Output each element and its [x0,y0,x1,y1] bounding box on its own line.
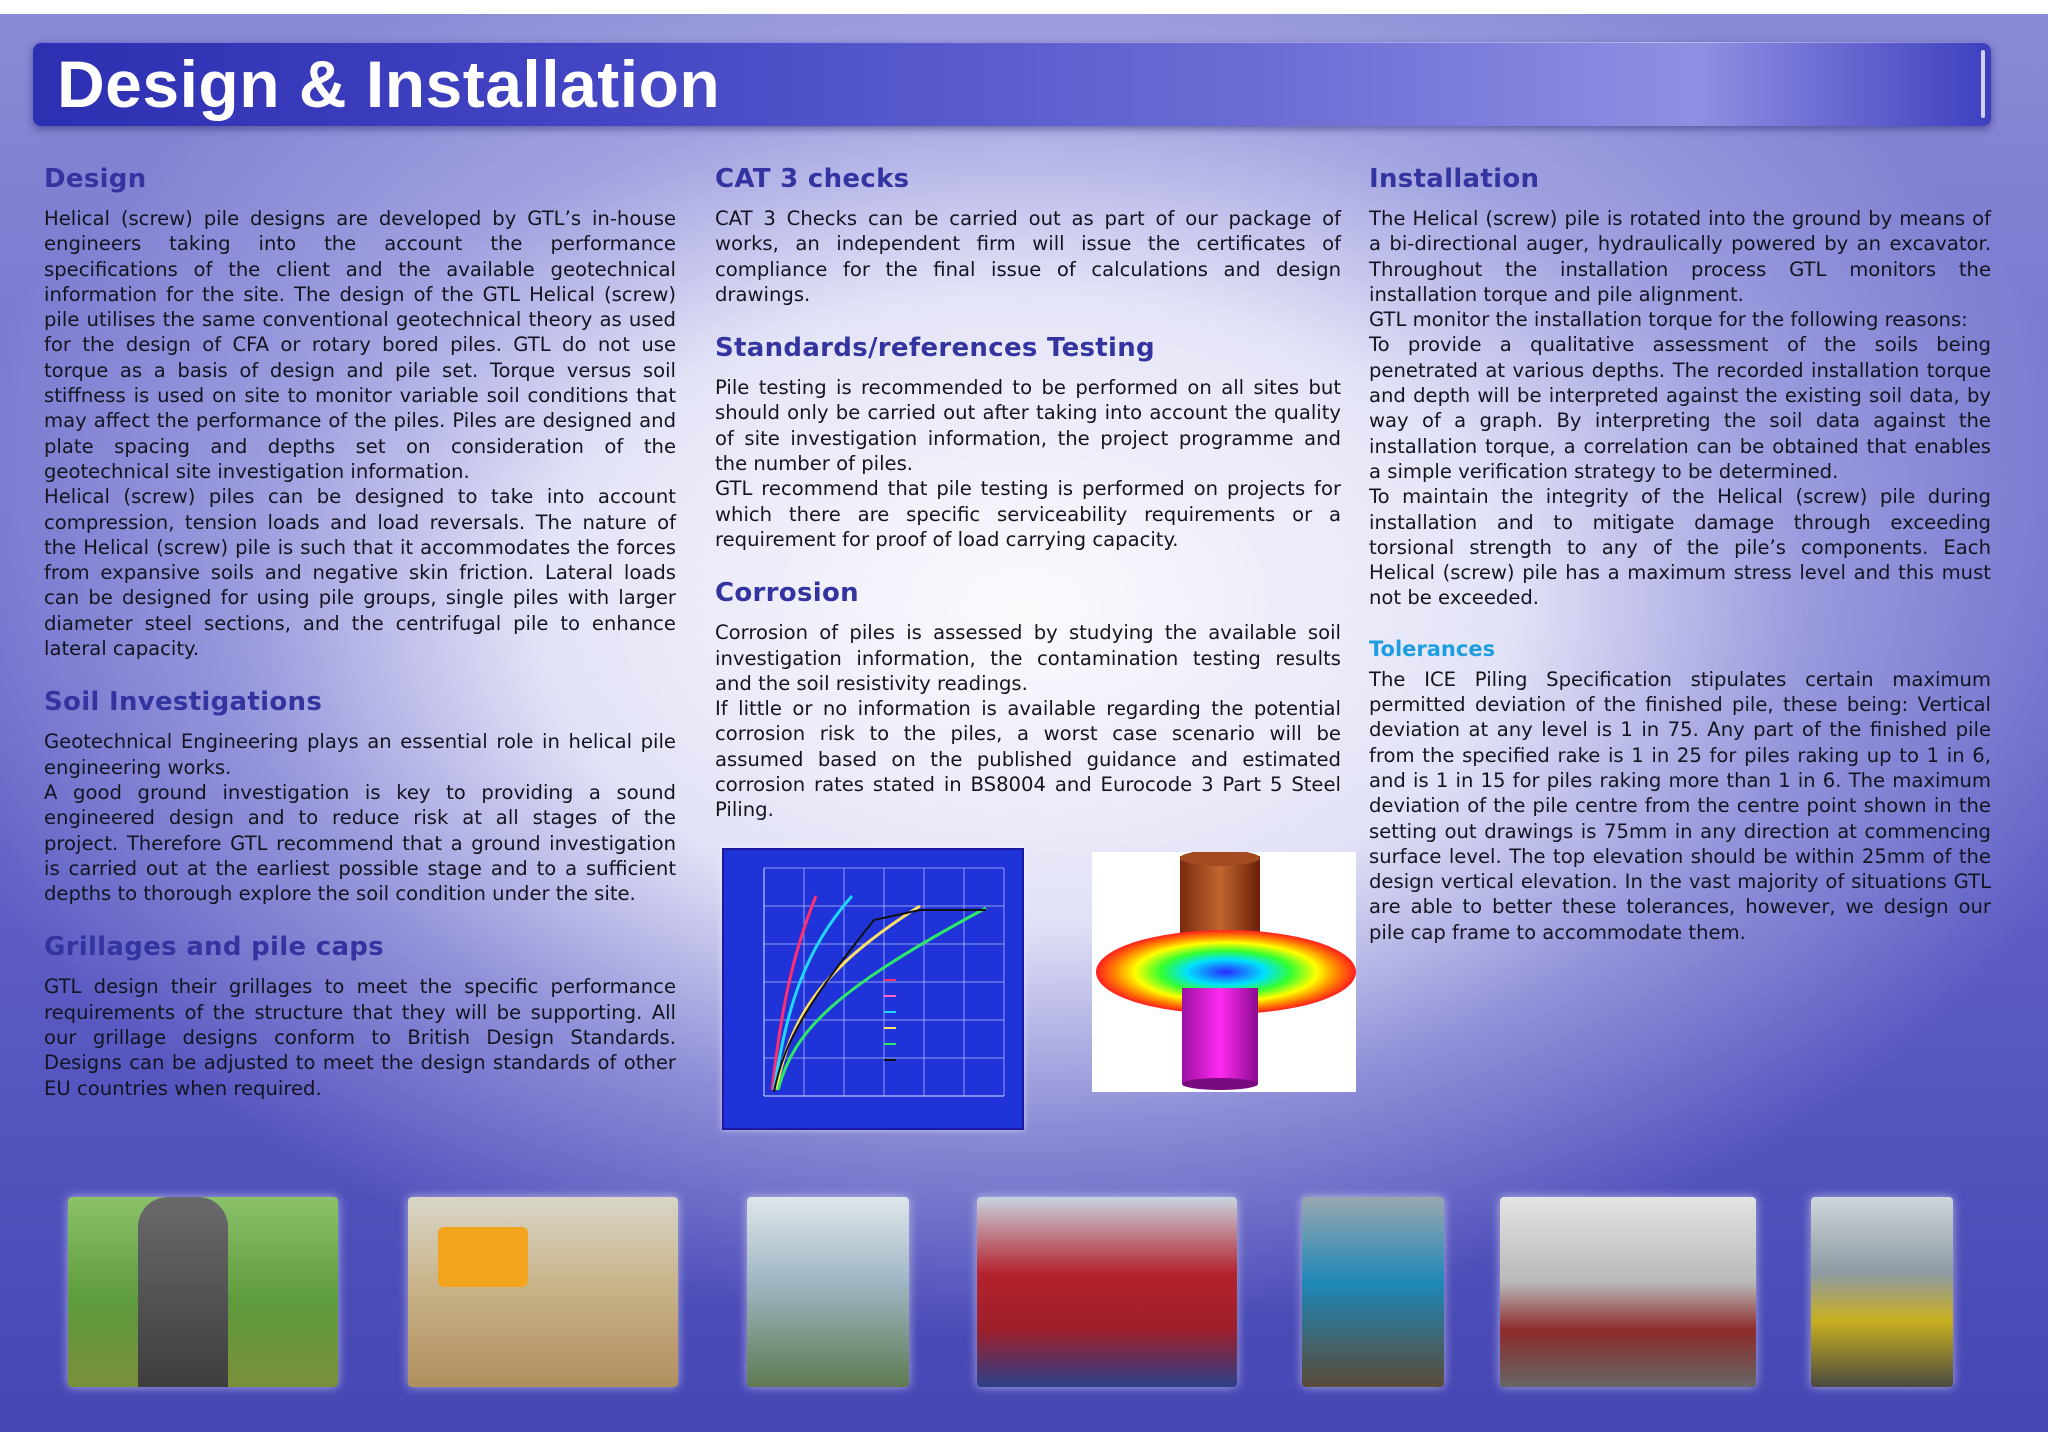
section-corrosion [715,578,1341,822]
cat3-paragraph: CAT 3 Checks can be carried out as part of our package of works, an independent firm will issue the certificates of compliance for the final issue of calculations and design drawings. [715,207,1341,306]
tolerances-heading: Tolerances [1369,636,1496,661]
standards-heading: Standards/references Testing [715,333,1155,364]
installation-heading: Installation [1369,164,1540,194]
design-heading: Design [44,164,147,194]
installation-paragraph-3: To provide a qualitative assessment of the soils being penetrated at various depths. The recorded installation torque and depth will be interpreted against the existing soil data, by way of a graph. By interpreting the soil data against the installation torque, a correlation can be obtained that enables a simple verification strategy to be determined. [1369,333,1991,483]
site-photo-2 [408,1197,678,1387]
page-title: Design & Installation [57,47,721,121]
installation-paragraph-2: GTL monitor the installation torque for the following reasons: [1369,308,1968,332]
installation-paragraph-1: The Helical (screw) pile is rotated into the ground by means of a bi-directional auger, hydraulically powered by an excavator. Throughout the installation process GTL monitors the installation torque and pile alignment. [1369,207,1991,306]
site-photo-4 [1302,1197,1444,1387]
team-photo [977,1197,1237,1387]
site-photo-1 [68,1197,338,1387]
corrosion-heading: Corrosion [715,578,859,609]
soil-heading: Soil Investigations [44,687,323,718]
section-standards [715,333,1341,552]
corrosion-paragraph-1: Corrosion of piles is assessed by studying the available soil investigation information, the contamination testing results and the soil resistivity readings. [715,621,1341,695]
section-tolerances [1369,637,1991,945]
title-banner [33,42,1991,126]
design-paragraph-1: Helical (screw) pile designs are developed by GTL’s in-house engineers taking into the account the performance specifications of the client and the available geotechnical information for the site. The design of the GTL Helical (screw) pile utilises the same conventional geotechnical theory as used for the design of CFA or rotary bored piles. GTL do not use torque as a basis of design and pile set. Torque versus soil stiffness is used on site to monitor variable soil conditions that may affect the performance of the piles. Piles are designed and plate spacing and depths set on consideration of the geotechnical site investigation information. [44,207,676,483]
site-photo-5 [1500,1197,1756,1387]
section-soil-investigations [44,687,676,906]
corrosion-paragraph-2: If little or no information is available regarding the potential corrosion risk to the piles, a worst case scenario will be assumed based on the published guidance and estimated corrosion rates stated in BS8004 and Eurocode 3 Part 5 Steel Piling. [715,697,1341,822]
pile-stress-model-image [1092,852,1356,1092]
standards-paragraph-1: Pile testing is recommended to be performed on all sites but should only be carried out after taking into account the quality of site investigation information, the project programme and the number of piles. [715,376,1341,476]
design-paragraph-2: Helical (screw) piles can be designed to take into account compression, tension loads and load reversals. The nature of the Helical (screw) pile is such that it accommodates the forces from expansive soils and negative skin friction. Lateral loads can be designed for using pile groups, single piles with larger diameter steel sections, and the centrifugal pile to enhance lateral capacity. [44,485,676,661]
grillages-heading: Grillages and pile caps [44,932,384,963]
standards-paragraph-2: GTL recommend that pile testing is performed on projects for which there are specific serviceability requirements or a requirement for proof of load carrying capacity. [715,477,1341,551]
column-right [1369,164,1991,971]
column-left [44,164,676,1127]
column-middle [715,164,1341,849]
section-design [44,164,676,661]
site-photo-6 [1811,1197,1953,1387]
installation-paragraph-4: To maintain the integrity of the Helical (screw) pile during installation and to mitigate damage through exceeding torsional strength to any of the pile’s components. Each Helical (screw) pile has a maximum stress level and this must not be exceeded. [1369,485,1991,610]
grillages-paragraph: GTL design their grillages to meet the specific performance requirements of the structure that they will be supporting. All our grillage designs conform to British Design Standards. Designs can be adjusted to meet the design standards of other EU countries when required. [44,975,676,1100]
section-grillages [44,932,676,1100]
section-cat3 [715,164,1341,307]
section-installation [1369,164,1991,611]
tolerances-paragraph: The ICE Piling Specification stipulates certain maximum permitted deviation of the finished pile, these being: Vertical deviation at any level is 1 in 75. Any part of the finished pile from the specified rake is 1 in 25 for piles raking up to 1 in 6, and is 1 in 15 for piles raking more than 1 in 6. The maximum deviation of the pile centre from the centre point shown in the setting out drawings is 75mm in any direction at commencing surface level. The top elevation should be within 25mm of the design vertical elevation. In the vast majority of situations GTL are able to better these tolerances, however, we design our pile cap frame to accommodate them. [1369,667,1991,944]
torque-depth-chart-image [722,848,1024,1130]
cat3-heading: CAT 3 checks [715,164,910,194]
soil-paragraph-1: Geotechnical Engineering plays an essential role in helical pile engineering works. [44,730,676,779]
site-photo-3 [747,1197,909,1387]
soil-paragraph-2: A good ground investigation is key to providing a sound engineered design and to reduce risk at all stages of the project. Therefore GTL recommend that a ground investigation is carried out at the earliest possible stage and to a sufficient depths to thorough explore the soil condition under the site. [44,780,676,906]
page-background [0,14,2048,1432]
